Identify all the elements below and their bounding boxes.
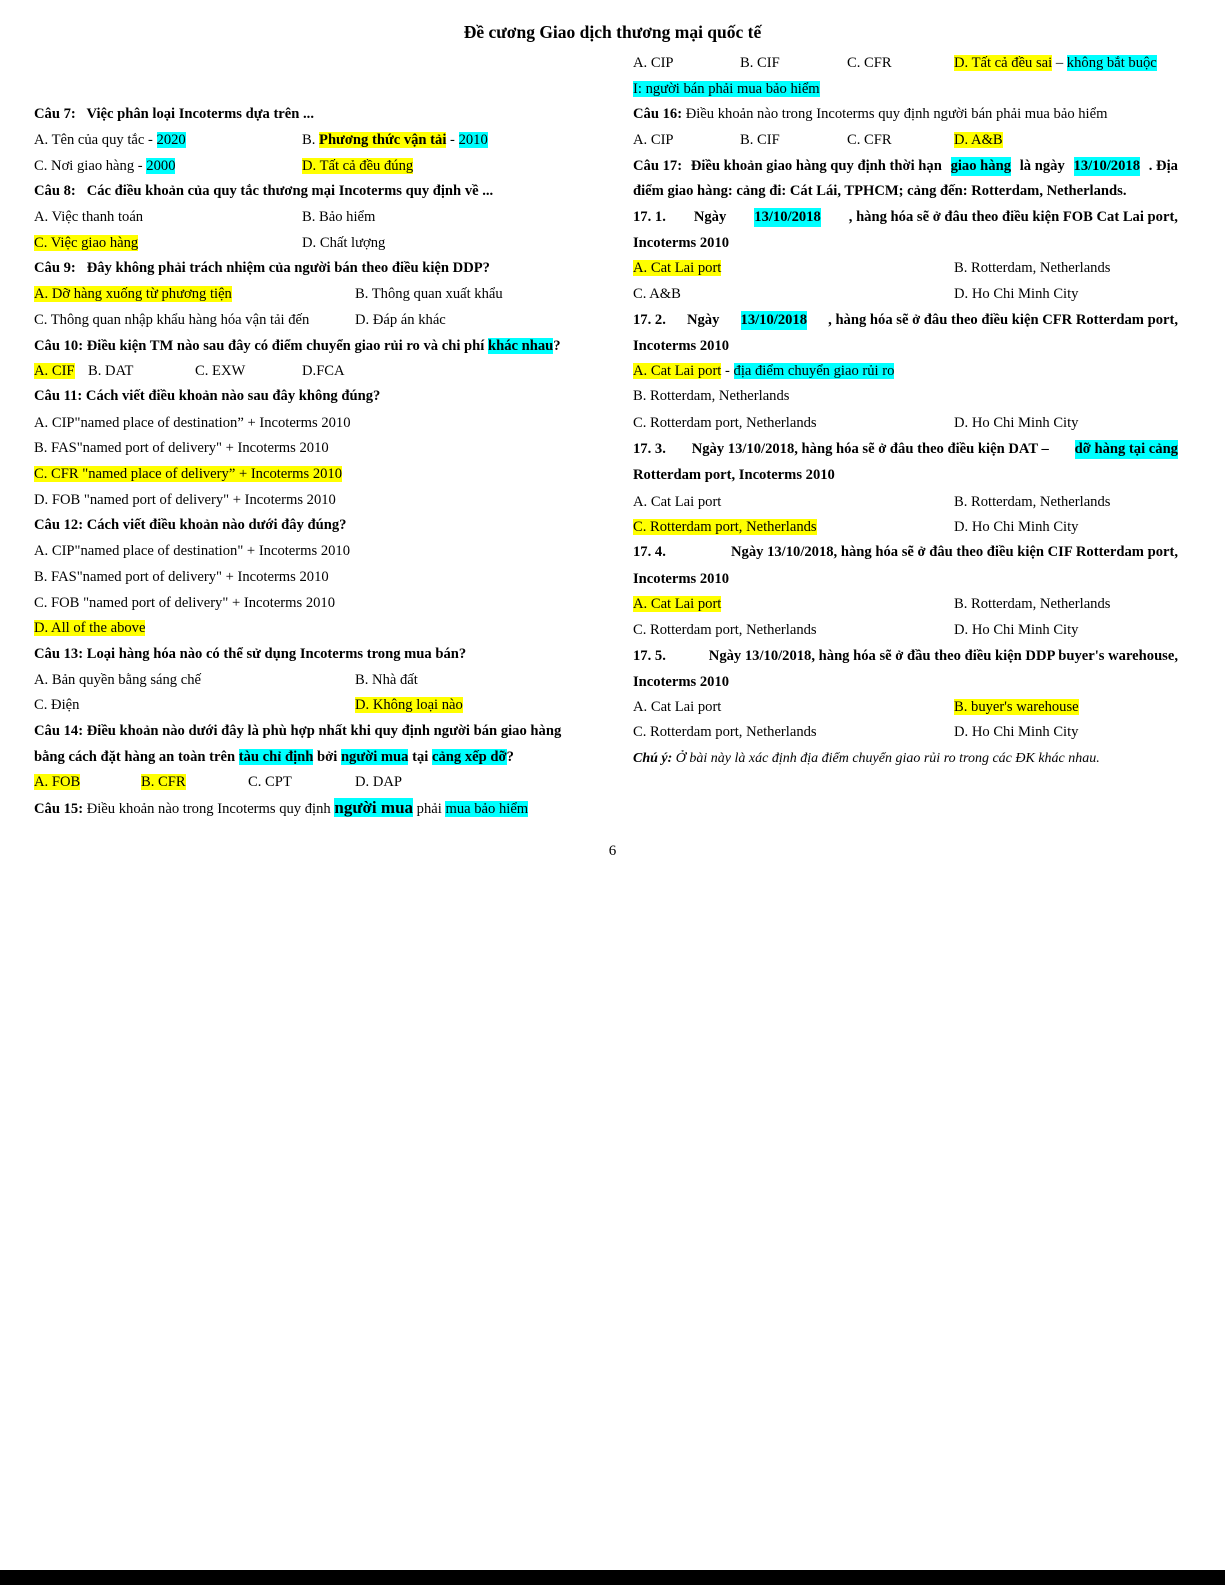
q11-c-text: C. CFR "named place of delivery” + Incoterms 2010 xyxy=(34,466,343,482)
q8-c-text: C. Việc giao hàng xyxy=(34,235,139,251)
q11-option-b: B. FAS"named port of delivery" + Incoterms 2010 xyxy=(34,440,329,456)
question-10 xyxy=(34,337,561,356)
q11-option-d: D. FOB "named port of delivery" + Incoterms 2010 xyxy=(34,492,336,508)
page-number: 6 xyxy=(608,843,617,859)
q9-option-c: C. Thông quan nhập khẩu hàng hóa vận tải đến xyxy=(34,312,310,328)
q10-option-b: B. DAT xyxy=(88,363,134,379)
q17-1-t2: , hàng hóa sẽ ở đâu theo điều kiện FOB Cat Lai port, xyxy=(848,209,1178,225)
q7-c-year: 2000 xyxy=(146,158,176,174)
q17-3-t1: Ngày 13/10/2018, hàng hóa sẽ ở đâu theo điều kiện DAT – xyxy=(691,441,1049,457)
q17-4-option-c: C. Rotterdam port, Netherlands xyxy=(633,622,817,638)
q15-option-d xyxy=(954,54,1157,73)
q7-label: Câu 7: xyxy=(34,106,76,122)
q17-3-option-c xyxy=(633,518,817,537)
q15-t3: phải xyxy=(413,801,446,817)
q17-1-option-c: C. A&B xyxy=(633,286,681,302)
q10-end: ? xyxy=(553,338,561,354)
q17-1-num: 17. 1. xyxy=(633,209,666,225)
q17-5-b-text: B. buyer's warehouse xyxy=(954,699,1079,715)
q11-option-c xyxy=(34,465,342,484)
q7-a-text: A. Tên của quy tắc - xyxy=(34,132,157,148)
q12-option-c: C. FOB "named port of delivery" + Incoterms 2010 xyxy=(34,595,336,611)
q17-2-a-sep: - xyxy=(721,363,734,379)
q17-5-option-a: A. Cat Lai port xyxy=(633,699,722,715)
q7-option-d xyxy=(302,157,413,176)
q15-d-text: D. Tất cả đều sai xyxy=(954,55,1053,71)
q13-option-d xyxy=(355,696,463,715)
q14-hl-ship: tàu chỉ định xyxy=(238,749,314,765)
q10-option-a xyxy=(34,362,75,381)
q17-2-option-a xyxy=(633,362,894,381)
q14-option-c: C. CPT xyxy=(248,774,292,790)
q12-label: Câu 12: xyxy=(34,517,84,533)
q7-b-text: Phương thức vận tải xyxy=(319,132,447,148)
q17-1-date: 13/10/2018 xyxy=(754,209,821,225)
q12-d-text: D. All of the above xyxy=(34,620,146,636)
q17-hl-date: 13/10/2018 xyxy=(1073,158,1140,174)
q8-option-c xyxy=(34,234,138,253)
q17-4-option-a xyxy=(633,595,721,614)
question-9 xyxy=(34,259,490,278)
q17-3-option-b: B. Rotterdam, Netherlands xyxy=(954,494,1111,510)
q13-label: Câu 13: xyxy=(34,646,84,662)
q17-t5: . Địa xyxy=(1148,158,1178,174)
q7-option-c xyxy=(34,157,175,176)
q14-b-text: B. CFR xyxy=(141,774,186,790)
q13-option-c: C. Điện xyxy=(34,697,80,713)
q17-3-option-d: D. Ho Chi Minh City xyxy=(954,519,1079,535)
q14-label: Câu 14: xyxy=(34,723,84,739)
q17-5-option-c: C. Rotterdam port, Netherlands xyxy=(633,724,817,740)
question-16 xyxy=(633,105,1107,124)
bottom-border xyxy=(0,1570,1225,1585)
q14-l2e: tại xyxy=(408,749,432,765)
q14-hl-buyer: người mua xyxy=(340,749,409,765)
q8-text: Các điều khoản của quy tắc thương mại Incoterms quy định về ... xyxy=(86,183,494,199)
q17-2-num: 17. 2. xyxy=(633,312,666,328)
q14-option-d: D. DAP xyxy=(355,774,403,790)
question-7 xyxy=(34,105,314,124)
q17-2-option-b: B. Rotterdam, Netherlands xyxy=(633,388,790,404)
q17-1-a-text: A. Cat Lai port xyxy=(633,260,722,276)
question-8 xyxy=(34,182,493,201)
q17-hl-delivery: giao hàng xyxy=(950,158,1011,174)
q14-option-a xyxy=(34,773,80,792)
question-17-line2: điểm giao hàng: cảng đi: Cát Lái, TPHCM; cảng đến: Rotterdam, Netherlands. xyxy=(633,183,1127,199)
q17-1-option-a xyxy=(633,259,721,278)
question-17-5 xyxy=(633,647,1178,666)
question-17-3 xyxy=(633,440,1178,459)
q15-option-b: B. CIF xyxy=(740,55,780,71)
q10-option-d: D.FCA xyxy=(302,363,345,379)
q12-option-a: A. CIP"named place of destination" + Incoterms 2010 xyxy=(34,543,351,559)
q10-label: Câu 10: xyxy=(34,338,84,354)
q14-l2a: bằng cách đặt hàng an toàn trên xyxy=(34,749,239,765)
q12-option-b: B. FAS"named port of delivery" + Incoterms 2010 xyxy=(34,569,329,585)
question-14 xyxy=(34,722,561,741)
q7-d-text: D. Tất cả đều đúng xyxy=(302,158,414,174)
q17-2-t1: Ngày xyxy=(686,312,720,328)
note-text: Ở bài này là xác định địa điểm chuyển giao rủi ro trong các ĐK khác nhau. xyxy=(672,751,1100,766)
question-12 xyxy=(34,516,346,535)
q13-option-a: A. Bản quyền bằng sáng chế xyxy=(34,672,201,688)
question-11 xyxy=(34,387,380,406)
q17-2-t2: , hàng hóa sẽ ở đâu theo điều kiện CFR Rotterdam port, xyxy=(828,312,1178,328)
q17-t3: là ngày xyxy=(1019,158,1065,174)
q10-option-c: C. EXW xyxy=(195,363,246,379)
q9-label: Câu 9: xyxy=(34,260,76,276)
q13-option-b: B. Nhà đất xyxy=(355,672,418,688)
q15-dash: – xyxy=(1052,55,1067,71)
q17-1-option-d: D. Ho Chi Minh City xyxy=(954,286,1079,302)
q17-1-t1: Ngày xyxy=(693,209,727,225)
q10-a-text: A. CIF xyxy=(34,363,75,379)
note-label: Chú ý: xyxy=(633,751,673,766)
question-17-1-line2: Incoterms 2010 xyxy=(633,235,730,251)
q7-b-year: 2010 xyxy=(458,132,488,148)
q17-5-num: 17. 5. xyxy=(633,648,666,664)
q8-option-d: D. Chất lượng xyxy=(302,235,386,251)
q14-a-text: A. FOB xyxy=(34,774,81,790)
question-13 xyxy=(34,645,466,664)
q17-5-option-b xyxy=(954,698,1079,717)
q15-option-c: C. CFR xyxy=(847,55,892,71)
q17-label: Câu 17: xyxy=(633,158,683,174)
page-title: Đề cương Giao dịch thương mại quốc tế xyxy=(463,22,762,42)
q11-label: Câu 11: xyxy=(34,388,83,404)
question-17-3-line2: Rotterdam port, Incoterms 2010 xyxy=(633,467,835,483)
q16-text: Điều khoản nào trong Incoterms quy định người bán phải mua bảo hiểm xyxy=(682,106,1108,122)
q7-a-year: 2020 xyxy=(156,132,186,148)
q9-option-b: B. Thông quan xuất khẩu xyxy=(355,286,503,302)
q15-t1: Điều khoản nào trong Incoterms quy định xyxy=(83,801,335,817)
q17-5-option-d: D. Ho Chi Minh City xyxy=(954,724,1079,740)
q15-hl-buyer: người mua xyxy=(334,798,414,817)
q7-c-text: C. Nơi giao hàng - xyxy=(34,158,147,174)
q15-option-a: A. CIP xyxy=(633,55,674,71)
q12-text: Cách viết điều khoản nào dưới đây đúng? xyxy=(86,517,347,533)
q11-option-a: A. CIP"named place of destination” + Incoterms 2010 xyxy=(34,415,351,431)
q17-t1: Điều khoản giao hàng quy định thời hạn xyxy=(690,158,942,174)
q14-line1: Điều khoản nào dưới đây là phù hợp nhất khi quy định người bán giao hàng xyxy=(86,723,562,739)
q17-2-a-note: địa điểm chuyển giao rủi ro xyxy=(733,363,895,379)
q8-label: Câu 8: xyxy=(34,183,76,199)
q15-note2-text: I: người bán phải mua bảo hiểm xyxy=(633,81,820,97)
q14-hl-port: cảng xếp dỡ xyxy=(431,749,507,765)
q16-option-d xyxy=(954,131,1003,150)
q13-text: Loại hàng hóa nào có thể sử dụng Incoterms trong mua bán? xyxy=(86,646,467,662)
q7-option-b xyxy=(302,131,488,150)
q11-text: Cách viết điều khoản nào sau đây không đúng? xyxy=(85,388,381,404)
q17-4-option-d: D. Ho Chi Minh City xyxy=(954,622,1079,638)
q15-note1: không bắt buộc xyxy=(1066,55,1157,71)
q9-text: Đây không phải trách nhiệm của người bán theo điều kiện DDP? xyxy=(86,260,490,276)
q17-4-t1: Ngày 13/10/2018, hàng hóa sẽ ở đâu theo điều kiện CIF Rotterdam port, xyxy=(731,544,1178,560)
q17-4-option-b: B. Rotterdam, Netherlands xyxy=(954,596,1111,612)
q16-option-c: C. CFR xyxy=(847,132,892,148)
q17-2-option-d: D. Ho Chi Minh City xyxy=(954,415,1079,431)
q7-b-prefix: B. xyxy=(302,132,320,148)
q14-option-b xyxy=(141,773,186,792)
q17-4-num: 17. 4. xyxy=(633,544,666,560)
q17-5-t1: Ngày 13/10/2018, hàng hóa sẽ ở đầu theo điều kiện DDP buyer's warehouse, xyxy=(708,648,1178,664)
q8-option-a: A. Việc thanh toán xyxy=(34,209,144,225)
q16-d-text: D. A&B xyxy=(954,132,1003,148)
q17-2-date: 13/10/2018 xyxy=(740,312,808,328)
q14-l2c: bởi xyxy=(313,749,341,765)
question-14-line2 xyxy=(34,748,514,767)
question-17-4-line2: Incoterms 2010 xyxy=(633,571,730,587)
question-17 xyxy=(633,157,1178,176)
q16-label: Câu 16: xyxy=(633,106,683,122)
q9-a-text: A. Dỡ hàng xuống từ phương tiện xyxy=(34,286,232,302)
q17-3-option-a: A. Cat Lai port xyxy=(633,494,722,510)
q17-3-c-text: C. Rotterdam port, Netherlands xyxy=(633,519,817,535)
q7-option-a xyxy=(34,131,186,150)
q15-label: Câu 15: xyxy=(34,801,84,817)
q17-3-highlight: dỡ hàng tại cảng xyxy=(1074,441,1178,457)
question-17-5-line2: Incoterms 2010 xyxy=(633,674,730,690)
q10-highlight: khác nhau xyxy=(487,338,554,354)
q7-b-sep: - xyxy=(446,132,459,148)
q17-2-option-c: C. Rotterdam port, Netherlands xyxy=(633,415,817,431)
q15-hl-insurance: mua bảo hiểm xyxy=(445,801,529,817)
q10-text: Điều kiện TM nào sau đây có điểm chuyển giao rủi ro và chi phí xyxy=(86,338,488,354)
q17-4-a-text: A. Cat Lai port xyxy=(633,596,722,612)
q17-2-a-text: A. Cat Lai port xyxy=(633,363,722,379)
question-15 xyxy=(34,799,528,821)
q8-option-b: B. Bảo hiểm xyxy=(302,209,376,225)
q15-note2 xyxy=(633,80,820,99)
q9-option-a xyxy=(34,285,232,304)
q13-d-text: D. Không loại nào xyxy=(355,697,463,713)
q16-option-a: A. CIP xyxy=(633,132,674,148)
q17-1-option-b: B. Rotterdam, Netherlands xyxy=(954,260,1111,276)
q9-option-d: D. Đáp án khác xyxy=(355,312,446,328)
q7-text: Việc phân loại Incoterms dựa trên ... xyxy=(86,106,314,122)
q17-3-num: 17. 3. xyxy=(633,441,666,457)
q16-option-b: B. CIF xyxy=(740,132,780,148)
footnote xyxy=(633,750,1100,769)
question-17-4 xyxy=(633,543,1178,562)
q14-l2g: ? xyxy=(506,749,514,765)
question-17-2-line2: Incoterms 2010 xyxy=(633,338,730,354)
q12-option-d xyxy=(34,619,145,638)
question-17-1 xyxy=(633,208,1178,227)
question-17-2 xyxy=(633,311,1178,330)
